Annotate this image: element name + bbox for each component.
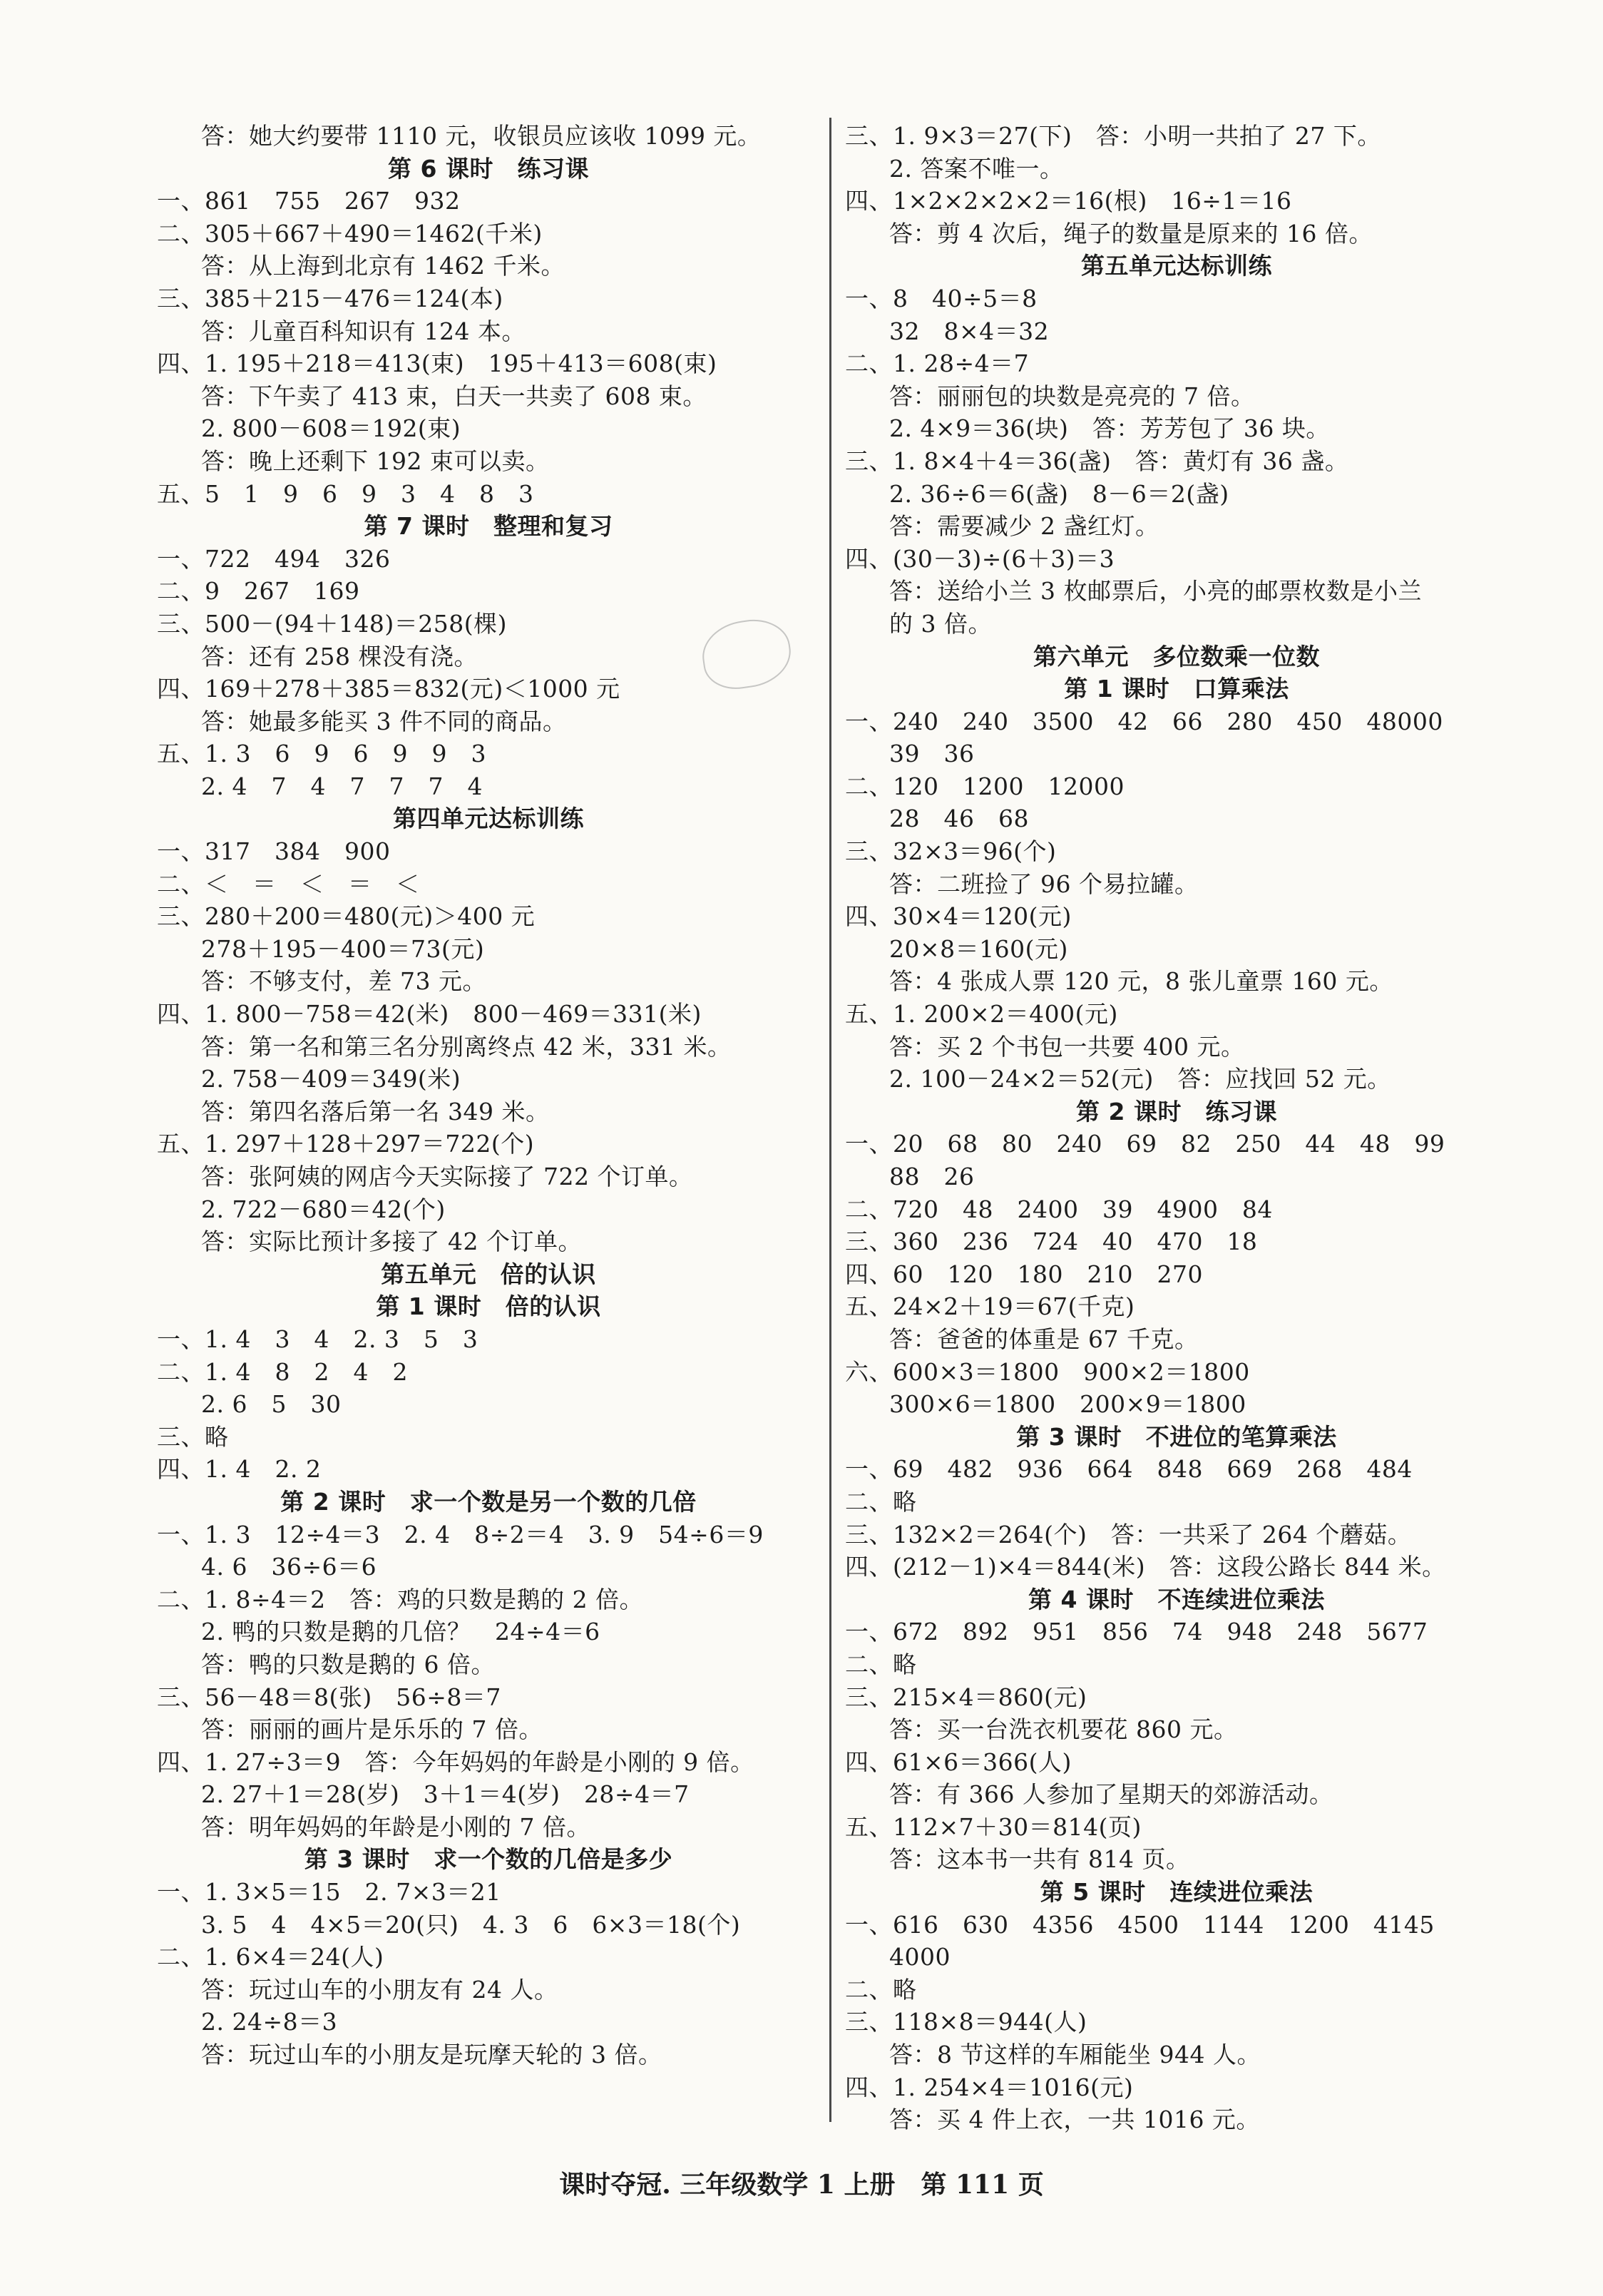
answer-line: 二、略	[845, 1487, 917, 1516]
answer-line: 答：她大约要带 1110 元，收银员应该收 1099 元。	[201, 122, 762, 150]
answer-line: 32 8×4＝32	[889, 317, 1050, 345]
answer-line: 四、61×6＝366(人)	[845, 1747, 1072, 1776]
answer-line: 2. 4×9＝36(块) 答：芳芳包了 36 块。	[889, 414, 1330, 443]
section-heading: 第 1 课时 口算乘法	[1064, 675, 1289, 703]
answer-line: 2. 24÷8＝3	[201, 2008, 338, 2036]
answer-line: 一、1. 3 12÷4＝3 2. 4 8÷2＝4 3. 9 54÷6＝9	[157, 1520, 764, 1548]
answer-line: 一、317 384 900	[157, 837, 391, 866]
answer-line: 二、720 48 2400 39 4900 84	[845, 1195, 1273, 1223]
answer-line: 五、1. 3 6 9 6 9 9 3	[157, 740, 486, 768]
section-heading: 第 6 课时 练习课	[388, 154, 589, 183]
section-heading: 第五单元 倍的认识	[381, 1260, 596, 1288]
answer-line: 三、略	[157, 1422, 229, 1451]
answer-line: 四、60 120 180 210 270	[845, 1260, 1203, 1288]
answer-line: 一、1. 3×5＝15 2. 7×3＝21	[157, 1878, 501, 1907]
section-heading: 第 4 课时 不连续进位乘法	[1028, 1585, 1325, 1613]
answer-line: 六、600×3＝1800 900×2＝1800	[845, 1357, 1250, 1386]
section-heading: 第 2 课时 求一个数是另一个数的几倍	[280, 1487, 697, 1516]
answer-line: 二、120 1200 12000	[845, 772, 1125, 800]
answer-line: 答：买 2 个书包一共要 400 元。	[889, 1032, 1245, 1061]
answer-line: 答：第一名和第三名分别离终点 42 米，331 米。	[201, 1032, 732, 1061]
answer-line: 答：爸爸的体重是 67 千克。	[889, 1325, 1199, 1353]
answer-line: 答：鸭的只数是鹅的 6 倍。	[201, 1650, 495, 1678]
section-heading: 第 2 课时 练习课	[1076, 1097, 1277, 1126]
answer-line: 五、24×2＋19＝67(千克)	[845, 1292, 1135, 1321]
answer-line: 二、1. 4 8 2 4 2	[157, 1357, 408, 1386]
column-divider	[829, 118, 831, 2122]
answer-line: 二、1. 8÷4＝2 答：鸡的只数是鹅的 2 倍。	[157, 1585, 644, 1613]
answer-line: 四、1×2×2×2×2＝16(根) 16÷1＝16	[845, 187, 1292, 215]
answer-line: 四、1. 27÷3＝9 答：今年妈妈的年龄是小刚的 9 倍。	[157, 1747, 754, 1776]
answer-line: 四、1. 195＋218＝413(束) 195＋413＝608(束)	[157, 349, 717, 378]
answer-line: 答：她最多能买 3 件不同的商品。	[201, 707, 567, 735]
answer-line: 的 3 倍。	[889, 609, 992, 638]
answer-line: 三、385＋215－476＝124(本)	[157, 284, 503, 312]
answer-line: 四、(212－1)×4＝844(米) 答：这段公路长 844 米。	[845, 1553, 1446, 1581]
answer-line: 四、1. 800－758＝42(米) 800－469＝331(米)	[157, 1000, 702, 1029]
answer-line: 答：还有 258 棵没有浇。	[201, 642, 478, 670]
answer-line: 一、240 240 3500 42 66 280 450 48000	[845, 707, 1443, 735]
answer-line: 三、1. 8×4＋4＝36(盏) 答：黄灯有 36 盏。	[845, 447, 1349, 475]
answer-line: 二、略	[845, 1650, 917, 1678]
answer-line: 20×8＝160(元)	[889, 934, 1068, 963]
answer-line: 2. 100－24×2＝52(元) 答：应找回 52 元。	[889, 1065, 1391, 1093]
answer-line: 2. 758－409＝349(米)	[201, 1065, 461, 1093]
answer-line: 3. 5 4 4×5＝20(只) 4. 3 6 6×3＝18(个)	[201, 1910, 741, 1939]
answer-line: 答：买一台洗衣机要花 860 元。	[889, 1715, 1238, 1744]
answer-line: 4000	[889, 1943, 951, 1971]
answer-line: 二、1. 28÷4＝7	[845, 349, 1030, 378]
answer-line: 一、1. 4 3 4 2. 3 5 3	[157, 1325, 478, 1353]
answer-line: 一、20 68 80 240 69 82 250 44 48 99	[845, 1130, 1445, 1158]
answer-line: 28 46 68	[889, 805, 1029, 833]
answer-line: 一、672 892 951 856 74 948 248 5677	[845, 1618, 1428, 1646]
answer-line: 三、56－48＝8(张) 56÷8＝7	[157, 1683, 501, 1711]
answer-line: 一、8 40÷5＝8	[845, 284, 1038, 312]
answer-line: 答：丽丽的画片是乐乐的 7 倍。	[201, 1715, 543, 1744]
answer-line: 三、215×4＝860(元)	[845, 1683, 1087, 1711]
answer-line: 答：送给小兰 3 枚邮票后，小亮的邮票枚数是小兰	[889, 577, 1422, 606]
answer-line: 一、616 630 4356 4500 1144 1200 4145	[845, 1910, 1435, 1939]
answer-line: 答：玩过山车的小朋友有 24 人。	[201, 1975, 558, 2004]
answer-line: 三、500－(94＋148)＝258(棵)	[157, 609, 507, 638]
answer-line: 二、305＋667＋490＝1462(千米)	[157, 219, 543, 248]
answer-line: 二、＜ ＝ ＜ ＝ ＜	[157, 869, 420, 898]
answer-line: 2. 27＋1＝28(岁) 3＋1＝4(岁) 28÷4＝7	[201, 1780, 690, 1809]
answer-line: 2. 鸭的只数是鹅的几倍？ 24÷4＝6	[201, 1618, 600, 1646]
answer-line: 二、9 267 169	[157, 577, 360, 606]
answer-line: 答：儿童百科知识有 124 本。	[201, 317, 526, 345]
answer-line: 答：明年妈妈的年龄是小刚的 7 倍。	[201, 1812, 590, 1841]
answer-line: 2. 722－680＝42(个)	[201, 1195, 446, 1223]
answer-line: 四、169＋278＋385＝832(元)＜1000 元	[157, 675, 620, 703]
answer-line: 88 26	[889, 1163, 975, 1190]
answer-line: 答：张阿姨的网店今天实际接了 722 个订单。	[201, 1163, 693, 1190]
answer-line: 4. 6 36÷6＝6	[201, 1553, 377, 1581]
answer-line: 五、112×7＋30＝814(页)	[845, 1812, 1142, 1841]
answer-line: 答：下午卖了 413 束，白天一共卖了 608 束。	[201, 382, 707, 410]
section-heading: 第 7 课时 整理和复习	[364, 512, 613, 541]
answer-line: 答：不够支付，差 73 元。	[201, 967, 486, 996]
answer-line: 三、280＋200＝480(元)＞400 元	[157, 902, 536, 931]
answer-line: 答：有 366 人参加了星期天的郊游活动。	[889, 1780, 1333, 1809]
answer-line: 答：丽丽包的块数是亮亮的 7 倍。	[889, 382, 1255, 410]
answer-line: 2. 答案不唯一。	[889, 154, 1064, 183]
answer-line: 答：8 节这样的车厢能坐 944 人。	[889, 2041, 1261, 2069]
answer-line: 一、722 494 326	[157, 544, 391, 573]
section-heading: 第 3 课时 不进位的笔算乘法	[1016, 1422, 1337, 1451]
answer-line: 300×6＝1800 200×9＝1800	[889, 1390, 1246, 1419]
answer-line: 一、861 755 267 932	[157, 187, 461, 215]
answer-line: 答：第四名落后第一名 349 米。	[201, 1097, 550, 1126]
answer-line: 五、1. 297＋128＋297＝722(个)	[157, 1130, 535, 1158]
answer-line: 四、1. 254×4＝1016(元)	[845, 2073, 1134, 2101]
answer-line: 三、360 236 724 40 470 18	[845, 1228, 1258, 1256]
section-heading: 第 5 课时 连续进位乘法	[1040, 1878, 1313, 1907]
answer-line: 答：玩过山车的小朋友是玩摩天轮的 3 倍。	[201, 2041, 662, 2069]
answer-line: 答：实际比预计多接了 42 个订单。	[201, 1228, 582, 1256]
answer-line: 二、1. 6×4＝24(人)	[157, 1943, 384, 1971]
left-column	[157, 120, 820, 2071]
answer-line: 2. 6 5 30	[201, 1390, 342, 1419]
answer-line: 答：需要减少 2 盏红灯。	[889, 512, 1159, 541]
section-heading: 第四单元达标训练	[393, 805, 584, 833]
answer-line: 2. 800－608＝192(束)	[201, 414, 461, 443]
right-column	[845, 120, 1508, 2136]
answer-line: 答：剪 4 次后，绳子的数量是原来的 16 倍。	[889, 219, 1373, 248]
answer-line: 2. 36÷6＝6(盏) 8－6＝2(盏)	[889, 479, 1229, 508]
answer-line: 四、1. 4 2. 2	[157, 1455, 322, 1484]
section-heading: 第 1 课时 倍的认识	[376, 1292, 601, 1321]
answer-line: 39 36	[889, 740, 975, 768]
answer-line: 五、1. 200×2＝400(元)	[845, 1000, 1118, 1029]
answer-line: 五、5 1 9 6 9 3 4 8 3	[157, 479, 534, 508]
answer-line: 四、(30－3)÷(6＋3)＝3	[845, 544, 1115, 573]
section-heading: 第六单元 多位数乘一位数	[1033, 642, 1320, 670]
answer-line: 答：二班捡了 96 个易拉罐。	[889, 869, 1199, 898]
answer-line: 三、1. 9×3＝27(下) 答：小明一共拍了 27 下。	[845, 122, 1381, 150]
answer-line: 三、118×8＝944(人)	[845, 2008, 1087, 2036]
answer-line: 278＋195－400＝73(元)	[201, 934, 485, 963]
answer-line: 三、132×2＝264(个) 答：一共采了 264 个蘑菇。	[845, 1520, 1412, 1548]
answer-line: 答：买 4 件上衣，一共 1016 元。	[889, 2106, 1260, 2134]
section-heading: 第五单元达标训练	[1081, 252, 1272, 280]
answer-line: 二、略	[845, 1975, 917, 2004]
answer-line: 答：从上海到北京有 1462 千米。	[201, 252, 565, 280]
answer-line: 四、30×4＝120(元)	[845, 902, 1072, 931]
page-footer: 课时夺冠. 三年级数学 1 上册 第 111 页	[559, 2170, 1044, 2200]
answer-line: 答：4 张成人票 120 元，8 张儿童票 160 元。	[889, 967, 1393, 996]
answer-line: 答：晚上还剩下 192 束可以卖。	[201, 447, 550, 475]
answer-line: 2. 4 7 4 7 7 7 4	[201, 772, 483, 800]
answer-line: 答：这本书一共有 814 页。	[889, 1845, 1190, 1874]
answer-line: 一、69 482 936 664 848 669 268 484	[845, 1455, 1413, 1484]
answer-line: 三、32×3＝96(个)	[845, 837, 1057, 866]
section-heading: 第 3 课时 求一个数的几倍是多少	[304, 1845, 673, 1874]
